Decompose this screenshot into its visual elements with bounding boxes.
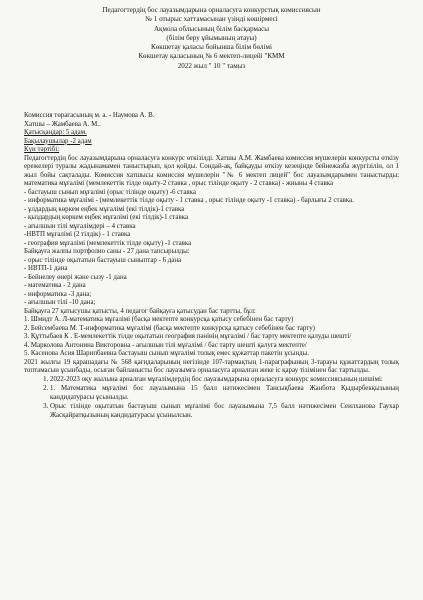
vacancy-item: - ағылшын тілі мұғалімдері – 4 ставка <box>24 222 136 230</box>
present-count: Қатысқандар: 5 адам. <box>24 129 87 136</box>
vacancy-item: -НВТП мұғалімі (2 тілдік) - 1 ставка <box>24 231 131 238</box>
vacancy-item: - қыздардың көркем еңбек мұғалімі (екі тілдік)-1 ставка <box>24 214 188 221</box>
portfolio-item: - Бейнелеу өнері және сызу -1 дана <box>24 273 127 281</box>
header-department: Ақмола облысының білім басқармасы <box>153 24 270 33</box>
vacancy-item: - информатика мұғалімі - (мемлекеттік тілде оқыту - 1 ставка , орыс тілінде оқыту -1 ставка) - барлығы 2 ставка. <box>24 197 354 204</box>
decision-item: 3. Орыс тілінде оқытатын бастауыш сынып мұғалімі бос лауазымына 7,5 балл нәтижесімен Сеилханова Гаухар Жасқайратқызының кандидатурасы ұсынылсын. <box>50 403 399 420</box>
header-subtitle: № 1 отырыс хаттамасынан үзінді көшірмесі <box>145 15 278 24</box>
portfolio-item: - орыс тілінде оқытатын бастауыш сыныптар - 6 дана <box>24 256 182 264</box>
portfolio-summary: Байқауға жалпы портфолио саны - 27 дана тапсырылды: <box>24 248 190 255</box>
refusal-summary: Байқауға 27 қатысушы қатысты, 4 педагог байқауға қатысудан бас тартты, бұл: <box>24 307 256 315</box>
refusal-item: 4. Марколова Антонина Викторовна - ағылшын тілі мұғалімі / бас тарту шешті қалуға мектепте/ <box>24 341 307 349</box>
header-org-caption: (білім беру ұйымының атауы) <box>166 33 257 42</box>
decision-list <box>24 376 399 421</box>
vacancy-item: - бастауыш сынып мұғалімі (орыс тілінде оқыту) -6 ставка <box>24 188 196 196</box>
decision-item: 1. 2022-2023 оқу жылына арналған мұғалімдердің бос лауазымдарына орналасуға конкурс комиссиясының шешімі: <box>50 376 399 385</box>
portfolio-item: - НВТП-1 дана <box>24 265 68 272</box>
legal-basis-paragraph: 2021 жылғы 19 қарашадағы № 568 қағидаларының негізінде 107-тармақтың 1-параграфының 3-тарауы құжаттардың толық топтамасын ұсынбады, осыған байланысты бос лауазымға орналасуға арналған жеке іс қарау тізімінен бас тартылды. <box>24 358 399 374</box>
header-date: 2022 жыл " 10 " тамыз <box>177 61 246 70</box>
header-title: Педагогтердің бос лауазымдарына орналасуға конкурстық комиссиясын <box>102 6 321 14</box>
header-school: Көкшетау қаласының № 6 мектеп-лицейі "КММ <box>138 52 285 61</box>
vacancy-item: - ұлдардың көркем еңбек мұғалімі (екі тілдік)-1 ставка <box>24 205 185 213</box>
document-header <box>0 6 423 71</box>
observers-count: Бақылаушылар -2 адам <box>24 137 92 145</box>
refusal-item: 2. Бейсембаева М. Т-информатика мұғалімі (басқа мектепте конкурсқа қатысу себебінен бас тарту) <box>24 324 315 332</box>
portfolio-item: - ағылшын тілі -10 дана; <box>24 299 96 306</box>
header-city-department: Көкшетау қаласы бойынша білім бөлімі <box>150 43 273 52</box>
vacancy-item: - география мұғалімі (мемлекеттік тілде оқыту) -1 ставка <box>24 239 192 247</box>
portfolio-item: - информатика -3 дана; <box>24 290 92 298</box>
agenda-heading: Күн тәртібі: <box>24 146 60 153</box>
intro-paragraph: Педагогтердің бос лауазымдарына орналасуға конкурс өткізілді. Хатшы А.М. Жамбаева комиссия мүшелерін конкурсты өткізу ережелері туралы жадынамамен таныстырып, қол қойды. Сондай-ақ, байқауды өткізу кезеңінде бейнежазба жүргізілін, ол 1 жыл бойы сақталады. Комиссия хатшысы комиссия мүшелерін "№ 6 мектеп лицей" бос лауазымдарымен таныстырды: математика мұғалімі (мемлекеттік тілде оқыту-2 ставка , орыс тілінде оқыту - 2 ставка) - жиыны 4 ставка <box>24 154 399 187</box>
refusal-item: 1. Шмидт А. Л-математика мұғалімі (басқа мектепте конкурсқа қатысу себебінен бас тарту) <box>24 316 294 323</box>
commission-secretary: Хатшы – Жамбаева А. М.. <box>24 120 101 128</box>
document-body <box>24 112 399 421</box>
portfolio-item: - математика - 2 дана <box>24 282 86 289</box>
refusal-item: 5. Касенова Асия Шарипбаевна бастауыш сынып мұғалімі толық емес құжаттар пакетін ұсынды. <box>24 350 310 357</box>
refusal-item: 3. Құттыбаев К . Е-мемлекеттік тілде оқытатын география пәнінің мұғалімі / бас тарту мектепте қалуды шешті/ <box>24 333 352 340</box>
decision-item: 2. 1. Математика мұғалімі бос лауазымына 15 балл нәтижесімен Тансықбаева Жанбота Қыдырбекқызының кандидатурасы ұсынылды. <box>50 385 399 402</box>
commission-chair: Комиссия төрағасының м. а. - Наумова А. В. <box>24 112 155 119</box>
